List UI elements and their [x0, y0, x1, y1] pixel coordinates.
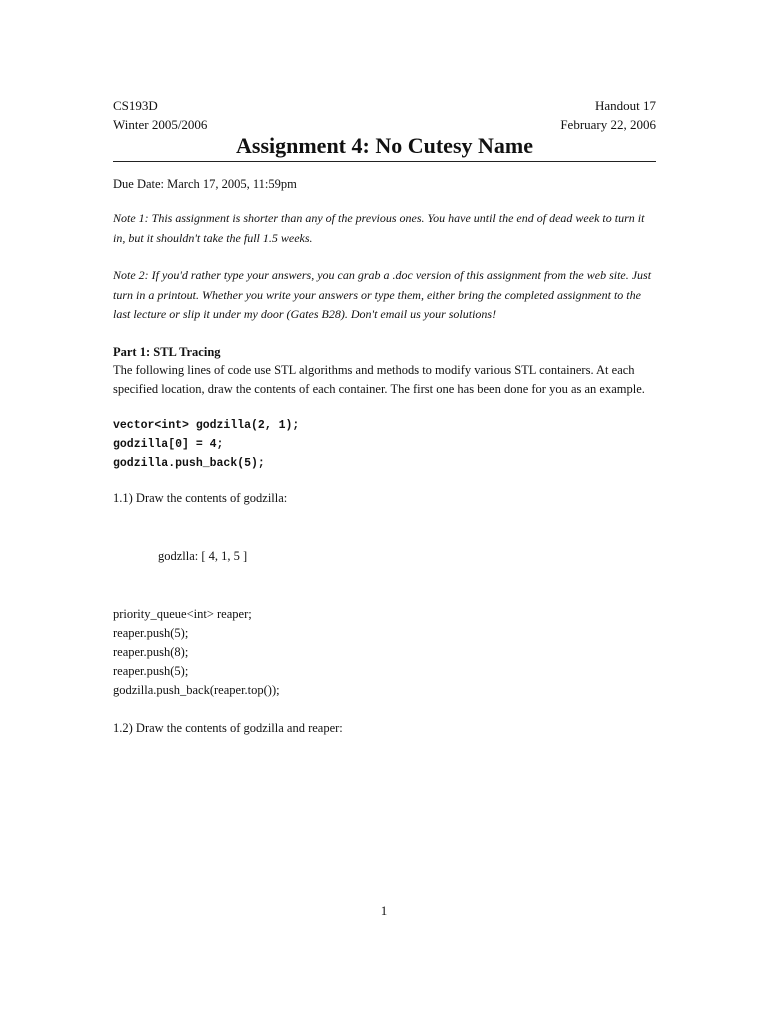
code-block-1 [113, 416, 656, 473]
page-number: 1 [380, 903, 388, 918]
code-line: priority_queue<int> reaper; [113, 606, 252, 621]
code-block-2 [113, 605, 656, 701]
title-block [113, 132, 656, 162]
code-line: godzilla.push_back(reaper.top()); [113, 683, 280, 698]
section-heading: Part 1: STL Tracing [113, 344, 221, 359]
header-row-1 [113, 96, 656, 115]
note-2: Note 2: If you'd rather type your answers, you can grab a .doc version of this assignment from the web site. Just turn in a printout. Whether you write your answers or type them, either bring the completed assignment to the last lecture or slip it under my door (Gates B28). Don't email us your solutions! [113, 268, 652, 321]
section-intro: The following lines of code use STL algorithms and methods to modify various STL containers. At each specified location, draw the contents of each container. The first one has been done for you as an example. [113, 362, 645, 396]
due-date: Due Date: March 17, 2005, 11:59pm [113, 177, 297, 191]
code-line: godzilla[0] = 4; [113, 437, 224, 451]
document-page [113, 96, 656, 996]
document-title: Assignment 4: No Cutesy Name [236, 133, 533, 158]
code-line: reaper.push(5); [113, 625, 189, 640]
course-code: CS193D [113, 98, 158, 113]
question-1-1: 1.1) Draw the contents of godzilla: [113, 490, 288, 505]
code-line: reaper.push(8); [113, 644, 189, 659]
question-1-2: 1.2) Draw the contents of godzilla and reaper: [113, 720, 343, 735]
code-line: reaper.push(5); [113, 664, 189, 679]
code-line: godzilla.push_back(5); [113, 456, 265, 470]
note-1: Note 1: This assignment is shorter than any of the previous ones. You have until the end of dead week to turn it in, but it shouldn't take the full 1.5 weeks. [113, 211, 645, 245]
answer-1-1: godzlla: [ 4, 1, 5 ] [158, 548, 248, 563]
term: Winter 2005/2006 [113, 117, 208, 132]
handout-date: February 22, 2006 [560, 117, 656, 132]
code-line: vector<int> godzilla(2, 1); [113, 418, 300, 432]
handout-number: Handout 17 [594, 98, 656, 113]
